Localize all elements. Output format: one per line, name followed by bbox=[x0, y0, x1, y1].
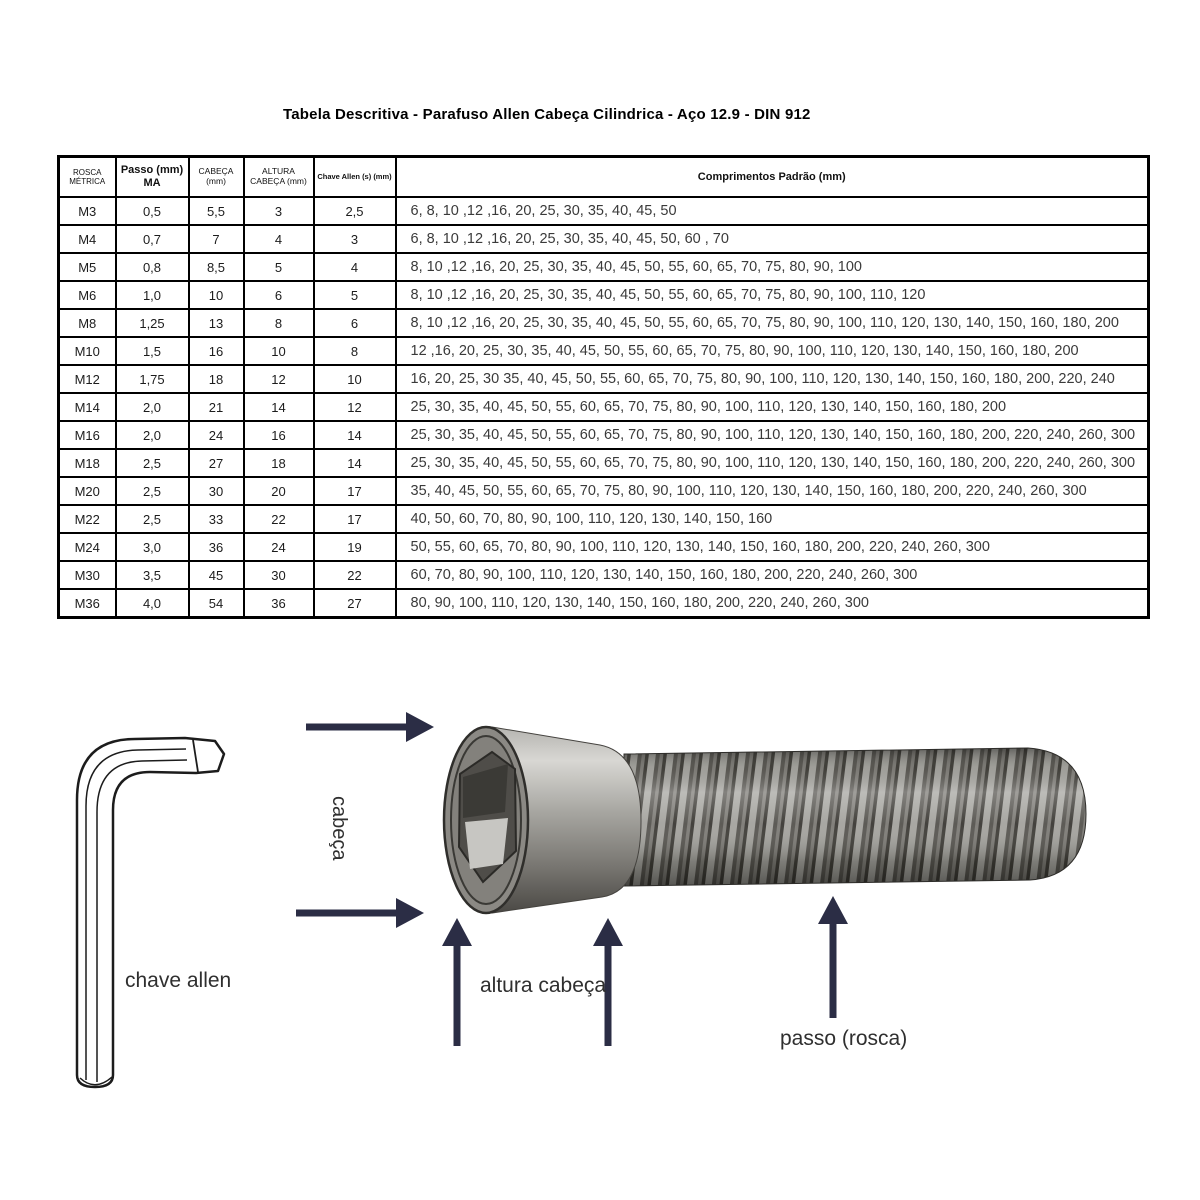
cell-cabeca: 54 bbox=[189, 589, 244, 618]
cell-cabeca: 10 bbox=[189, 281, 244, 309]
cell-cabeca: 16 bbox=[189, 337, 244, 365]
cell-comprimentos: 35, 40, 45, 50, 55, 60, 65, 70, 75, 80, 90, 100, 110, 120, 130, 140, 150, 160, 180, 200, 220, 240, 260, 300 bbox=[396, 477, 1149, 505]
cell-rosca: M20 bbox=[59, 477, 116, 505]
cell-chave: 8 bbox=[314, 337, 396, 365]
cell-rosca: M36 bbox=[59, 589, 116, 618]
cell-chave: 14 bbox=[314, 421, 396, 449]
cell-rosca: M10 bbox=[59, 337, 116, 365]
cell-chave: 12 bbox=[314, 393, 396, 421]
cell-chave: 3 bbox=[314, 225, 396, 253]
arrow-up-head-height-left-icon bbox=[442, 918, 472, 1046]
header-cell-passo: Passo (mm) MA bbox=[116, 157, 189, 198]
cell-passo: 1,5 bbox=[116, 337, 189, 365]
label-cabeca: cabeça bbox=[328, 796, 350, 861]
cell-comprimentos: 80, 90, 100, 110, 120, 130, 140, 150, 160, 180, 200, 220, 240, 260, 300 bbox=[396, 589, 1149, 618]
arrow-up-thread-pitch-icon bbox=[818, 896, 848, 1018]
cell-rosca: M18 bbox=[59, 449, 116, 477]
cell-chave: 27 bbox=[314, 589, 396, 618]
cell-chave: 2,5 bbox=[314, 197, 396, 225]
cell-rosca: M8 bbox=[59, 309, 116, 337]
cell-rosca: M24 bbox=[59, 533, 116, 561]
cell-passo: 0,7 bbox=[116, 225, 189, 253]
cell-chave: 10 bbox=[314, 365, 396, 393]
cell-chave: 4 bbox=[314, 253, 396, 281]
header-cell-chave-allen: Chave Allen (s) (mm) bbox=[314, 157, 396, 198]
cell-cabeca: 45 bbox=[189, 561, 244, 589]
label-altura-cabeca: altura cabeça bbox=[480, 974, 607, 997]
cell-altura: 22 bbox=[244, 505, 314, 533]
cell-comprimentos: 50, 55, 60, 65, 70, 80, 90, 100, 110, 120, 130, 140, 150, 160, 180, 200, 220, 240, 260, 300 bbox=[396, 533, 1149, 561]
cell-passo: 2,5 bbox=[116, 477, 189, 505]
cell-comprimentos: 12 ,16, 20, 25, 30, 35, 40, 45, 50, 55, 60, 65, 70, 75, 80, 90, 100, 110, 120, 130, 140, 150, 160, 180, 200 bbox=[396, 337, 1149, 365]
cell-chave: 19 bbox=[314, 533, 396, 561]
label-chave-allen: chave allen bbox=[125, 969, 232, 992]
cell-chave: 22 bbox=[314, 561, 396, 589]
cell-cabeca: 21 bbox=[189, 393, 244, 421]
page-title: Tabela Descritiva - Parafuso Allen Cabeça Cilindrica - Aço 12.9 - DIN 912 bbox=[283, 106, 811, 123]
cell-passo: 2,5 bbox=[116, 449, 189, 477]
header-cell-altura: ALTURA CABEÇA (mm) bbox=[244, 157, 314, 198]
cell-cabeca: 18 bbox=[189, 365, 244, 393]
cell-comprimentos: 16, 20, 25, 30 35, 40, 45, 50, 55, 60, 65, 70, 75, 80, 90, 100, 110, 120, 130, 140, 150, 160, 180, 200, 220, 240 bbox=[396, 365, 1149, 393]
cell-altura: 10 bbox=[244, 337, 314, 365]
cell-passo: 0,8 bbox=[116, 253, 189, 281]
cell-passo: 1,25 bbox=[116, 309, 189, 337]
cell-passo: 2,5 bbox=[116, 505, 189, 533]
cell-rosca: M14 bbox=[59, 393, 116, 421]
cell-cabeca: 30 bbox=[189, 477, 244, 505]
cell-rosca: M16 bbox=[59, 421, 116, 449]
cell-altura: 3 bbox=[244, 197, 314, 225]
cell-cabeca: 36 bbox=[189, 533, 244, 561]
cell-comprimentos: 40, 50, 60, 70, 80, 90, 100, 110, 120, 130, 140, 150, 160 bbox=[396, 505, 1149, 533]
label-passo-rosca: passo (rosca) bbox=[780, 1027, 908, 1050]
cell-altura: 8 bbox=[244, 309, 314, 337]
cell-passo: 1,75 bbox=[116, 365, 189, 393]
cell-altura: 30 bbox=[244, 561, 314, 589]
arrow-right-head-top-icon bbox=[306, 712, 434, 742]
cell-chave: 17 bbox=[314, 505, 396, 533]
cell-cabeca: 5,5 bbox=[189, 197, 244, 225]
cell-altura: 4 bbox=[244, 225, 314, 253]
cell-altura: 24 bbox=[244, 533, 314, 561]
cell-rosca: M6 bbox=[59, 281, 116, 309]
cell-rosca: M30 bbox=[59, 561, 116, 589]
header-cell-cabeca: CABEÇA (mm) bbox=[189, 157, 244, 198]
header-cell-comprimentos: Comprimentos Padrão (mm) bbox=[396, 157, 1149, 198]
cell-altura: 16 bbox=[244, 421, 314, 449]
cell-cabeca: 8,5 bbox=[189, 253, 244, 281]
cell-passo: 2,0 bbox=[116, 393, 189, 421]
allen-key-illustration bbox=[77, 738, 224, 1087]
cell-altura: 20 bbox=[244, 477, 314, 505]
cell-comprimentos: 25, 30, 35, 40, 45, 50, 55, 60, 65, 70, 75, 80, 90, 100, 110, 120, 130, 140, 150, 160, 180, 200 bbox=[396, 393, 1149, 421]
cell-comprimentos: 6, 8, 10 ,12 ,16, 20, 25, 30, 35, 40, 45, 50 bbox=[396, 197, 1149, 225]
cell-chave: 14 bbox=[314, 449, 396, 477]
cell-rosca: M4 bbox=[59, 225, 116, 253]
cell-comprimentos: 8, 10 ,12 ,16, 20, 25, 30, 35, 40, 45, 50, 55, 60, 65, 70, 75, 80, 90, 100, 110, 120 bbox=[396, 281, 1149, 309]
cell-altura: 18 bbox=[244, 449, 314, 477]
cell-rosca: M3 bbox=[59, 197, 116, 225]
cell-cabeca: 7 bbox=[189, 225, 244, 253]
cell-passo: 1,0 bbox=[116, 281, 189, 309]
cell-altura: 12 bbox=[244, 365, 314, 393]
cell-cabeca: 13 bbox=[189, 309, 244, 337]
cell-chave: 6 bbox=[314, 309, 396, 337]
cell-comprimentos: 8, 10 ,12 ,16, 20, 25, 30, 35, 40, 45, 50, 55, 60, 65, 70, 75, 80, 90, 100, 110, 120, 130, 140, 150, 160, 180, 200 bbox=[396, 309, 1149, 337]
cell-rosca: M12 bbox=[59, 365, 116, 393]
cell-passo: 2,0 bbox=[116, 421, 189, 449]
cell-passo: 3,5 bbox=[116, 561, 189, 589]
cell-passo: 0,5 bbox=[116, 197, 189, 225]
screw-head-illustration bbox=[444, 727, 641, 913]
header-cell-rosca: ROSCA MÉTRICA bbox=[59, 157, 116, 198]
cell-chave: 5 bbox=[314, 281, 396, 309]
cell-altura: 6 bbox=[244, 281, 314, 309]
cell-altura: 5 bbox=[244, 253, 314, 281]
cell-chave: 17 bbox=[314, 477, 396, 505]
cell-comprimentos: 25, 30, 35, 40, 45, 50, 55, 60, 65, 70, 75, 80, 90, 100, 110, 120, 130, 140, 150, 160, 180, 200, 220, 240, 260, 300 bbox=[396, 421, 1149, 449]
cell-altura: 36 bbox=[244, 589, 314, 618]
cell-cabeca: 24 bbox=[189, 421, 244, 449]
cell-comprimentos: 25, 30, 35, 40, 45, 50, 55, 60, 65, 70, 75, 80, 90, 100, 110, 120, 130, 140, 150, 160, 180, 200, 220, 240, 260, 300 bbox=[396, 449, 1149, 477]
cell-cabeca: 33 bbox=[189, 505, 244, 533]
cell-altura: 14 bbox=[244, 393, 314, 421]
cell-comprimentos: 60, 70, 80, 90, 100, 110, 120, 130, 140, 150, 160, 180, 200, 220, 240, 260, 300 bbox=[396, 561, 1149, 589]
arrow-right-head-bottom-icon bbox=[296, 898, 424, 928]
cell-cabeca: 27 bbox=[189, 449, 244, 477]
cell-passo: 4,0 bbox=[116, 589, 189, 618]
cell-passo: 3,0 bbox=[116, 533, 189, 561]
cell-comprimentos: 6, 8, 10 ,12 ,16, 20, 25, 30, 35, 40, 45, 50, 60 , 70 bbox=[396, 225, 1149, 253]
cell-rosca: M5 bbox=[59, 253, 116, 281]
cell-comprimentos: 8, 10 ,12 ,16, 20, 25, 30, 35, 40, 45, 50, 55, 60, 65, 70, 75, 80, 90, 100 bbox=[396, 253, 1149, 281]
screw-thread-illustration bbox=[624, 748, 1086, 886]
cell-rosca: M22 bbox=[59, 505, 116, 533]
